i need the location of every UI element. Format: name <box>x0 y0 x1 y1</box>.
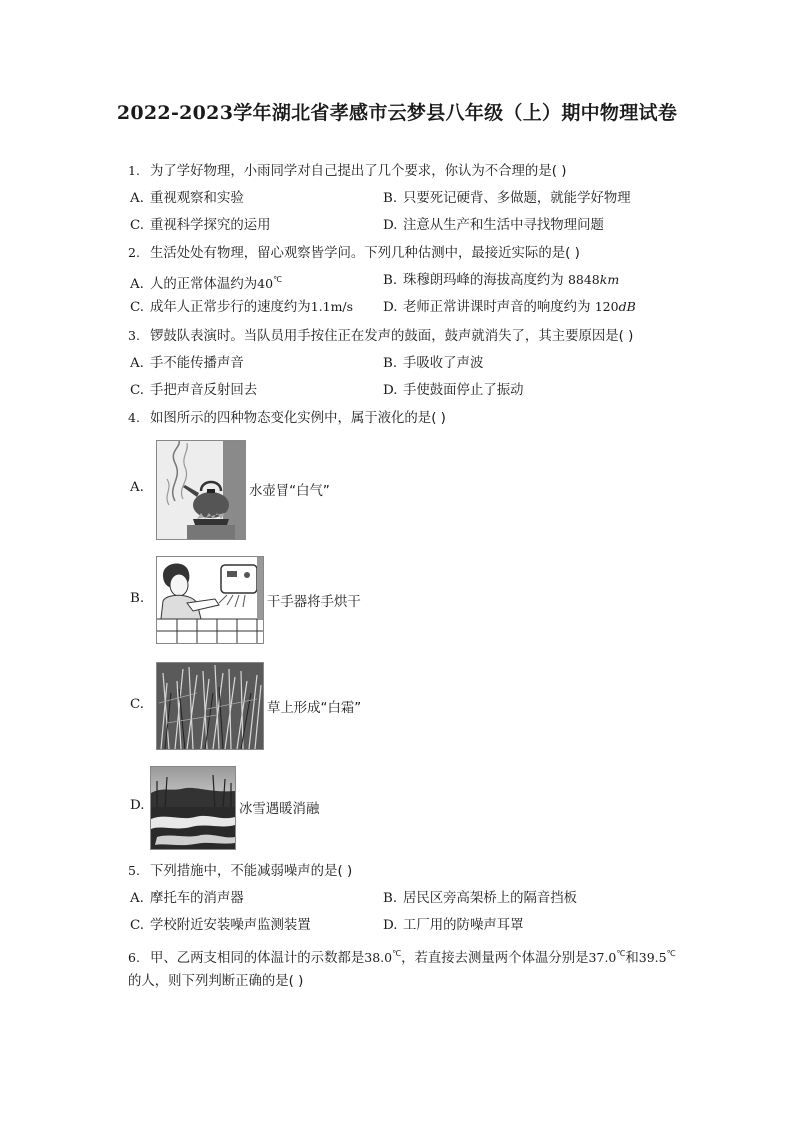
question-5 <box>128 862 352 881</box>
q4-option-d-letter: D. <box>130 798 145 813</box>
q5-option-d <box>383 917 524 935</box>
q4-option-c-text: 草上形成“白霜” <box>267 701 362 716</box>
option-letter: C. <box>130 383 145 398</box>
question-number: 3. <box>128 328 140 343</box>
temperature-unit: ℃ <box>616 949 626 958</box>
q3-option-d <box>383 382 524 400</box>
option-unit: dB <box>618 299 636 314</box>
q4-option-a-letter: A. <box>130 480 144 495</box>
question-6-continued: 的人，则下列判断正确的是( ) <box>128 974 304 989</box>
option-text: 摩托车的消声器 <box>150 891 244 906</box>
temperature-value: 38.0 <box>364 950 393 965</box>
temperature-value: 39.5 <box>638 950 667 965</box>
question-stem: 生活处处有物理，留心观察皆学问。下列几种估测中，最接近实际的是( ) <box>150 246 580 261</box>
question-number: 5. <box>128 863 140 878</box>
option-letter: D. <box>383 300 398 315</box>
temperature-value: 37.0 <box>588 950 617 965</box>
option-text: 珠穆朗玛峰的海拔高度约为 <box>403 273 568 288</box>
option-letter: B. <box>383 273 398 288</box>
temperature-unit: ℃ <box>392 949 402 958</box>
option-text: 成年人正常步行的速度约为 <box>150 300 311 315</box>
option-text: 手使鼓面停止了振动 <box>403 383 524 398</box>
option-letter: D. <box>383 218 398 233</box>
q2-option-a <box>130 271 282 294</box>
q5-option-c <box>130 917 311 935</box>
question-number: 1. <box>128 163 140 178</box>
question-stem: 下列措施中，不能减弱噪声的是( ) <box>150 864 353 879</box>
option-letter: D. <box>383 918 398 933</box>
option-text: 重视观察和实验 <box>150 191 244 206</box>
frost-grass-image <box>156 662 264 750</box>
option-letter: B. <box>383 891 398 906</box>
option-letter: A. <box>130 891 144 906</box>
question-4 <box>128 409 446 428</box>
question-stem: 甲、乙两支相同的体温计的示数都是 <box>150 951 365 966</box>
option-value: 8848 <box>567 272 600 287</box>
option-text: 老师正常讲课时声音的响度约为 <box>403 300 595 315</box>
q5-option-a <box>130 890 244 908</box>
q3-option-a <box>130 355 244 373</box>
question-6 <box>128 945 676 968</box>
option-value: 1.1m/s <box>310 299 354 314</box>
option-text: 注意从生产和生活中寻找物理问题 <box>403 218 604 233</box>
q1-option-b <box>383 190 631 208</box>
q1-option-c <box>130 217 271 235</box>
question-stem: 如图所示的四种物态变化实例中，属于液化的是( ) <box>150 411 446 426</box>
option-letter: A. <box>130 277 144 292</box>
q4-option-d-text: 冰雪遇暖消融 <box>239 802 320 817</box>
question-stem: 锣鼓队表演时。当队员用手按住正在发声的鼓面，鼓声就消失了，其主要原因是( ) <box>150 329 634 344</box>
q4-option-b-text: 干手器将手烘干 <box>267 595 361 610</box>
q3-option-b <box>383 355 483 373</box>
q1-option-d <box>383 217 604 235</box>
question-number: 4. <box>128 410 140 425</box>
option-text: 重视科学探究的运用 <box>150 218 271 233</box>
option-letter: A. <box>130 356 144 371</box>
temperature-unit: ℃ <box>666 949 676 958</box>
option-text: 居民区旁高架桥上的隔音挡板 <box>403 891 578 906</box>
option-value: 40 <box>257 276 274 291</box>
question-1 <box>128 162 566 181</box>
q2-option-b <box>383 271 619 290</box>
q2-option-d <box>383 298 636 317</box>
question-stem: 和 <box>625 951 639 966</box>
question-2 <box>128 244 580 263</box>
option-text: 手不能传播声音 <box>150 356 244 371</box>
question-number: 2. <box>128 245 140 260</box>
q4-option-b-letter: B. <box>130 591 145 606</box>
option-letter: B. <box>383 356 398 371</box>
option-text: 只要死记硬背、多做题，就能学好物理 <box>403 191 631 206</box>
melting-snow-image <box>150 766 236 850</box>
hand-dryer-image <box>156 556 264 644</box>
q4-option-c-letter: C. <box>130 697 145 712</box>
q1-option-a <box>130 190 244 208</box>
q4-option-a-text: 水壶冒“白气” <box>249 484 330 499</box>
option-letter: B. <box>383 191 398 206</box>
option-value: 120 <box>594 299 619 314</box>
option-unit: ℃ <box>273 275 283 284</box>
q3-option-c <box>130 382 257 400</box>
question-stem: ，若直接去测量两个体温分别是 <box>401 951 589 966</box>
option-letter: C. <box>130 918 145 933</box>
option-text: 人的正常体温约为 <box>150 277 258 292</box>
option-letter: C. <box>130 300 145 315</box>
kettle-image <box>156 440 246 540</box>
option-letter: D. <box>383 383 398 398</box>
question-stem: 为了学好物理，小雨同学对自己提出了几个要求，你认为不合理的是( ) <box>150 164 567 179</box>
q2-option-c <box>130 298 353 317</box>
option-text: 手把声音反射回去 <box>150 383 258 398</box>
option-text: 学校附近安装噪声监测装置 <box>150 918 311 933</box>
option-text: 手吸收了声波 <box>403 356 484 371</box>
option-letter: C. <box>130 218 145 233</box>
question-3 <box>128 327 633 346</box>
option-unit: km <box>599 272 620 287</box>
option-letter: A. <box>130 191 144 206</box>
page-title: 2022-2023学年湖北省孝感市云梦县八年级（上）期中物理试卷 <box>116 102 678 124</box>
option-text: 工厂用的防噪声耳罩 <box>403 918 524 933</box>
question-number: 6. <box>128 950 140 965</box>
q5-option-b <box>383 890 577 908</box>
